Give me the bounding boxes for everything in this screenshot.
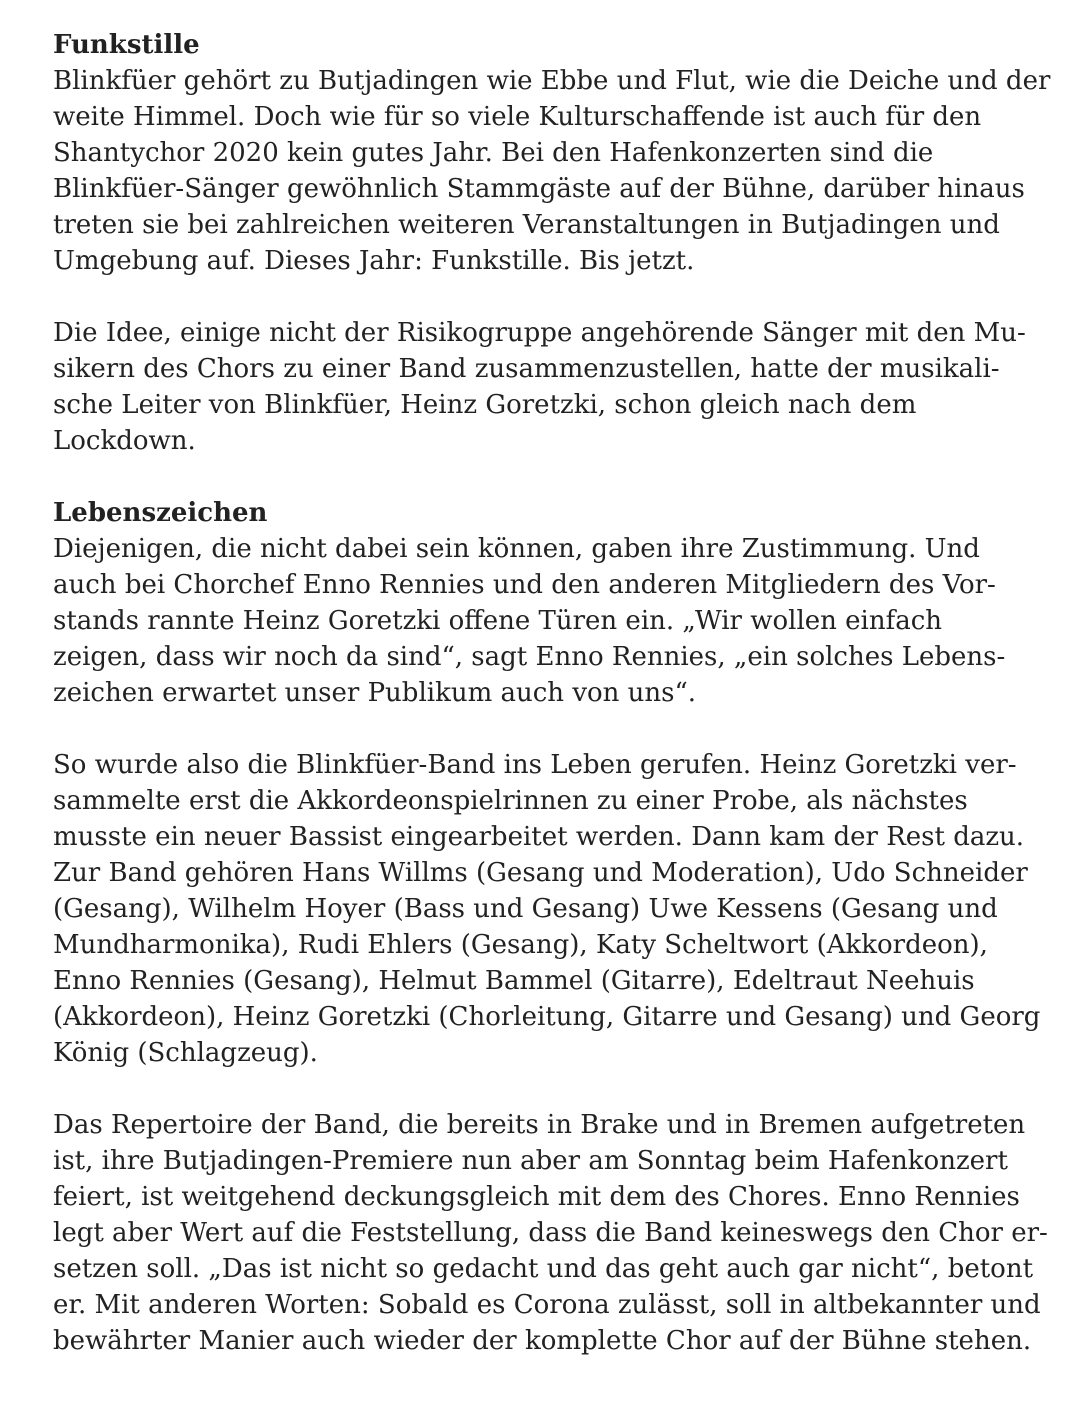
text-line: Die Idee, einige nicht der Risikogruppe angehörende Sänger mit den Mu- xyxy=(53,318,1026,348)
text-line: Lockdown. xyxy=(53,426,196,456)
paragraph-spacer xyxy=(53,459,1043,495)
text-line: weite Himmel. Doch wie für so viele Kulturschaffende ist auch für den xyxy=(53,102,982,132)
text-line: sikern des Chors zu einer Band zusammenzustellen, hatte der musikali- xyxy=(53,354,1000,384)
text-line: musste ein neuer Bassist eingearbeitet werden. Dann kam der Rest dazu. xyxy=(53,822,1025,852)
paragraph-lebenszeichen-1 xyxy=(53,531,1043,711)
paragraph-spacer xyxy=(53,711,1043,747)
text-line: König (Schlagzeug). xyxy=(53,1038,318,1068)
text-line: er. Mit anderen Worten: Sobald es Corona zulässt, soll in altbekannter und xyxy=(53,1290,1041,1320)
text-line: sammelte erst die Akkordeonspielrinnen zu einer Probe, als nächstes xyxy=(53,786,968,816)
text-line: Enno Rennies (Gesang), Helmut Bammel (Gitarre), Edeltraut Neehuis xyxy=(53,966,975,996)
paragraph-funkstille-2 xyxy=(53,315,1043,459)
text-line: setzen soll. „Das ist nicht so gedacht und das geht auch gar nicht“, betont xyxy=(53,1254,1034,1284)
text-line: Diejenigen, die nicht dabei sein können, gaben ihre Zustimmung. Und xyxy=(53,534,980,564)
text-line: (Akkordeon), Heinz Goretzki (Chorleitung, Gitarre und Gesang) und Georg xyxy=(53,1002,1041,1032)
text-line: Mundharmonika), Rudi Ehlers (Gesang), Katy Scheltwort (Akkordeon), xyxy=(53,930,988,960)
text-line: ist, ihre Butjadingen-Premiere nun aber am Sonntag beim Hafenkonzert xyxy=(53,1146,1008,1176)
text-line: sche Leiter von Blinkfüer, Heinz Goretzki, schon gleich nach dem xyxy=(53,390,917,420)
text-line: zeigen, dass wir noch da sind“, sagt Enno Rennies, „ein solches Lebens- xyxy=(53,642,1006,672)
text-line: (Gesang), Wilhelm Hoyer (Bass und Gesang) Uwe Kessens (Gesang und xyxy=(53,894,998,924)
paragraph-funkstille-1 xyxy=(53,63,1051,279)
section-heading-funkstille: Funkstille xyxy=(53,30,200,60)
text-line: Umgebung auf. Dieses Jahr: Funkstille. Bis jetzt. xyxy=(53,246,695,276)
text-line: legt aber Wert auf die Feststellung, dass die Band keineswegs den Chor er- xyxy=(53,1218,1048,1248)
text-line: bewährter Manier auch wieder der komplette Chor auf der Bühne stehen. xyxy=(53,1326,1032,1356)
text-line: Blinkfüer gehört zu Butjadingen wie Ebbe und Flut, wie die Deiche und der xyxy=(53,66,1051,96)
article-body xyxy=(53,27,1051,1359)
paragraph-spacer xyxy=(53,279,1043,315)
text-line: auch bei Chorchef Enno Rennies und den anderen Mitgliedern des Vor- xyxy=(53,570,996,600)
text-line: Blinkfüer-Sänger gewöhnlich Stammgäste auf der Bühne, darüber hinaus xyxy=(53,174,1025,204)
paragraph-lebenszeichen-2 xyxy=(53,747,1043,1071)
text-line: zeichen erwartet unser Publikum auch von uns“. xyxy=(53,678,697,708)
text-line: Das Repertoire der Band, die bereits in Brake und in Bremen aufgetreten xyxy=(53,1110,1026,1140)
text-line: treten sie bei zahlreichen weiteren Veranstaltungen in Butjadingen und xyxy=(53,210,1000,240)
text-line: Zur Band gehören Hans Willms (Gesang und Moderation), Udo Schneider xyxy=(53,858,1028,888)
paragraph-spacer xyxy=(53,1071,1043,1107)
text-line: stands rannte Heinz Goretzki offene Türen ein. „Wir wollen einfach xyxy=(53,606,943,636)
text-line: So wurde also die Blinkfüer-Band ins Leben gerufen. Heinz Goretzki ver- xyxy=(53,750,1017,780)
section-heading-lebenszeichen: Lebenszeichen xyxy=(53,498,268,528)
text-line: Shantychor 2020 kein gutes Jahr. Bei den Hafenkonzerten sind die xyxy=(53,138,934,168)
paragraph-lebenszeichen-3 xyxy=(53,1107,1048,1359)
text-line: feiert, ist weitgehend deckungsgleich mit dem des Chores. Enno Rennies xyxy=(53,1182,1020,1212)
